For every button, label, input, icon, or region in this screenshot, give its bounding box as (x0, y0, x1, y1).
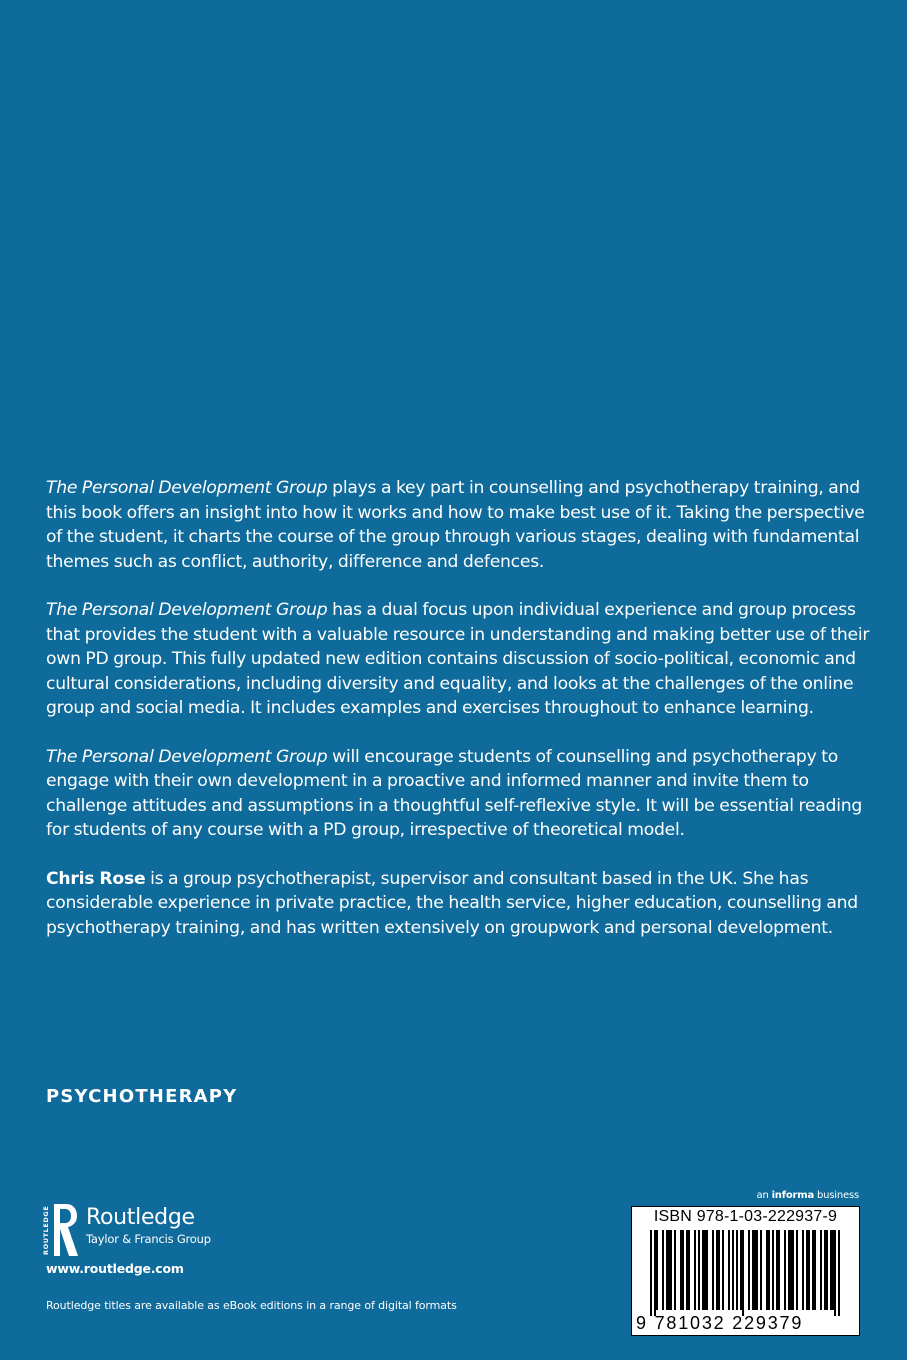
barcode-bar (718, 1230, 720, 1310)
barcode-bar (666, 1230, 668, 1310)
isbn-digits: 9 781032 229379 (636, 1313, 804, 1333)
author-bio-text: is a group psychotherapist, supervisor and consultant based in the UK. She has considerable experience in private practice, the health service, higher education, counselling and psychotherapy training, and has written extensively on groupwork and personal development. (46, 868, 858, 938)
book-title: The Personal Development Group (46, 746, 328, 767)
informa-suffix: business (814, 1190, 859, 1201)
barcode-bar (834, 1230, 836, 1316)
barcode-bar (686, 1230, 688, 1310)
barcode-bar (790, 1230, 792, 1310)
barcode-bar (732, 1230, 734, 1310)
barcode-bar (682, 1230, 684, 1310)
book-title: The Personal Development Group (46, 478, 328, 498)
informa-prefix: an (756, 1190, 772, 1201)
routledge-mark (42, 1204, 78, 1256)
barcode-bar (784, 1230, 786, 1310)
author-bio (46, 867, 876, 941)
blurb-paragraph-3 (46, 745, 876, 843)
barcode-bar (768, 1230, 770, 1310)
barcode-bar (650, 1230, 652, 1316)
subject-category: PSYCHOTHERAPY (46, 1086, 238, 1107)
barcode-bar (662, 1230, 664, 1310)
barcode-bar (802, 1230, 804, 1310)
routledge-vertical-text: ROUTLEDGE (42, 1205, 50, 1255)
publisher-name: Routledge (86, 1205, 195, 1230)
back-cover-blurb (46, 476, 876, 964)
barcode-bar (706, 1230, 708, 1310)
barcode-bar (808, 1230, 810, 1310)
barcode-bar (806, 1230, 808, 1310)
informa-business-label (757, 1190, 859, 1201)
barcode-bar (742, 1230, 744, 1316)
barcode-bar (674, 1230, 676, 1310)
publisher-text (86, 1206, 211, 1247)
barcode-bar (654, 1230, 656, 1316)
barcode-bar (748, 1230, 750, 1310)
barcode-bar (668, 1230, 670, 1310)
barcode-bar (814, 1230, 816, 1310)
barcode-bar (754, 1230, 756, 1310)
blurb-paragraph-2 (46, 598, 876, 721)
barcode-bar (830, 1230, 832, 1310)
barcode-bar (826, 1230, 828, 1310)
barcode-bar (716, 1230, 718, 1310)
barcode-bar (670, 1230, 672, 1310)
barcode-bar (812, 1230, 814, 1310)
blurb-text: plays a key part in counselling and psychotherapy training, and this book offers an insight into how it works and how to make best use of it. Taking the perspective of the student, it charts the course of the group through various stages, dealing with fundamental themes such as conflict, authority, difference and defences. (46, 478, 865, 572)
book-title: The Personal Development Group (46, 600, 328, 620)
barcode-bar (712, 1230, 714, 1310)
blurb-text: has a dual focus upon individual experience and group process that provides the student with a valuable resource in understanding and making better use of their own PD group. This fully updated new edition contains discussion of socio-political, economic and cultural considerations, including diversity and equality, and looks at the challenges of the online group and social media. It includes examples and exercises throughout to enhance learning. (46, 600, 870, 718)
barcode-bar (728, 1230, 730, 1310)
blurb-paragraph-1 (46, 476, 876, 574)
informa-brand: informa (771, 1190, 815, 1201)
barcode-bar (820, 1230, 822, 1310)
barcode-bar (824, 1230, 826, 1310)
publisher-url[interactable]: www.routledge.com (46, 1261, 184, 1276)
barcode-bar (680, 1230, 682, 1310)
barcode-bar (698, 1230, 700, 1310)
publisher-group: Taylor & Francis Group (86, 1232, 211, 1246)
barcode-bar (756, 1230, 758, 1310)
barcode-bar (766, 1230, 768, 1310)
barcode-bar (776, 1230, 778, 1310)
barcode-bar (772, 1230, 774, 1310)
barcode-bar (760, 1230, 762, 1310)
barcode-bar (838, 1230, 840, 1316)
blurb-text: will encourage students of counselling and psychotherapy to engage with their own development in a proactive and informed manner and invite them to challenge attitudes and assumptions in a thoughtful self-reflexive style. It will be essential reading for students of any course with a PD group, irrespective of theoretical model. (46, 746, 863, 840)
isbn-barcode (631, 1206, 860, 1336)
barcode-bar (656, 1230, 658, 1310)
barcode-bars (632, 1230, 861, 1316)
barcode-bar (778, 1230, 780, 1310)
barcode-bar (832, 1230, 834, 1310)
isbn-label: ISBN 978-1-03-222937-9 (653, 1208, 838, 1225)
barcode-bar (736, 1230, 738, 1310)
publisher-logo (42, 1204, 211, 1256)
barcode-bar (796, 1230, 798, 1310)
barcode-bar (704, 1230, 706, 1310)
barcode-bar (752, 1230, 754, 1310)
barcode-bar (740, 1230, 742, 1310)
ebook-note: Routledge titles are available as eBook editions in a range of digital formats (46, 1299, 457, 1312)
barcode-bar (792, 1230, 794, 1310)
barcode-bar (702, 1230, 704, 1310)
barcode-bar (722, 1230, 724, 1310)
barcode-bar (694, 1230, 696, 1310)
author-name: Chris Rose (46, 868, 146, 889)
barcode-bar (788, 1230, 790, 1310)
routledge-r-icon (52, 1204, 78, 1256)
barcode-bar (688, 1230, 690, 1310)
